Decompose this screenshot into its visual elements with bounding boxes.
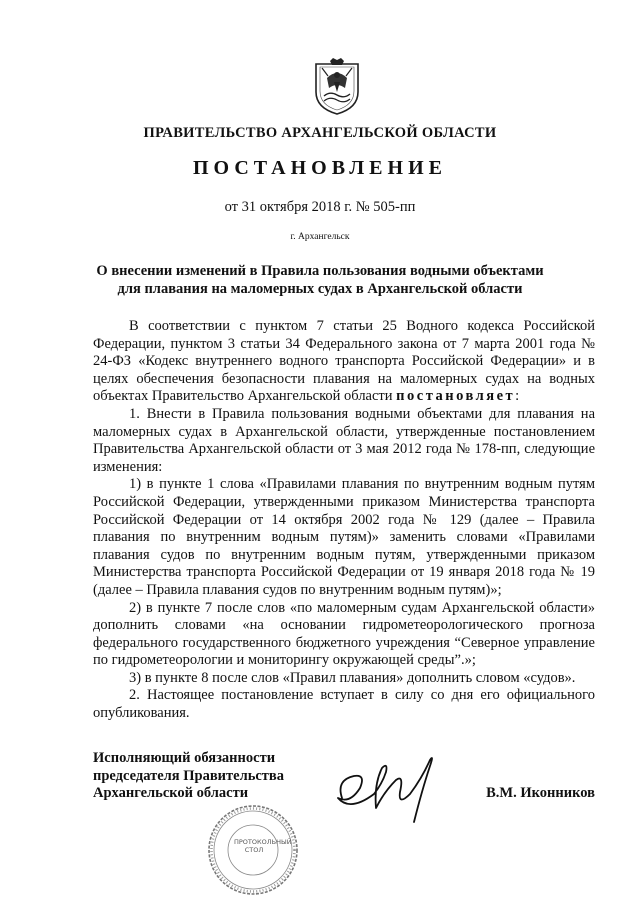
subject-line: для плавания на маломерных судах в Архангельской области	[117, 281, 523, 297]
body-paragraph: 2) в пункте 7 после слов «по маломерным судам Архангельской области» дополнить словами «на основании гидрометеорологического прогноза федерального государственного бюджетного учреждения “Северное управление по гидрометеорологии и мониторингу окружающей среды”.»;	[93, 599, 595, 669]
document-date-number: от 31 октября 2018 г. № 505-пп	[224, 199, 416, 215]
stamp-line: СТОЛ	[244, 846, 264, 854]
signatory-name: В.М. Иконников	[486, 785, 595, 801]
body-paragraph: 1. Внести в Правила пользования водными объектами для плавания на маломерных судах в Архангельской области, утвержденные постановлением Правительства Архангельской области от 3 мая 2012 года № 178-пп, следующие изменения:	[93, 405, 595, 475]
document-body	[93, 318, 595, 723]
body-paragraph	[93, 318, 595, 406]
subject-line: О внесении изменений в Правила пользования водными объектами	[96, 263, 544, 279]
preamble-end: :	[515, 388, 520, 405]
document-type-title: ПОСТАНОВЛЕНИЕ	[193, 157, 447, 179]
handwritten-signature	[330, 750, 470, 825]
document-city: г. Архангельск	[290, 232, 350, 242]
decree-keyword: постановляет	[396, 388, 516, 405]
signatory-position	[93, 750, 284, 803]
body-paragraph: 1) в пункте 1 слова «Правилами плавания по внутренним водным путям Российской Федерации, утвержденными приказом Министерства транспорта Российской Федерации от 14 октября 2002 года № 129 (далее – Правила плавания по внутренним водным путям)» заменить словами «Правилами плавания судов по внутренним водным путям, утвержденными приказом Министерства транспорта Российской Федерации от 19 января 2018 года № 19 (далее – Правила плавания судов по внутренним водным путям)»;	[93, 476, 595, 598]
coat-of-arms-emblem	[312, 58, 362, 116]
preamble-text: В соответствии с пунктом 7 статьи 25 Водного кодекса Российской Федерации, пунктом 3 статьи 34 Федерального закона от 7 марта 2001 года № 24-ФЗ «Кодекс внутреннего водного транспорта Российской Федерации» и в целях обеспечения безопасности плавания на маломерных судах на водных объектах Правительство Архангельской области	[93, 318, 595, 405]
stamp-line: ПРОТОКОЛЬНЫЙ	[234, 838, 292, 846]
position-line: Исполняющий обязанности	[93, 750, 276, 766]
body-paragraph: 2. Настоящее постановление вступает в силу со дня его официального опубликования.	[93, 687, 595, 722]
position-line: Архангельской области	[93, 785, 249, 802]
position-line: председателя Правительства	[93, 767, 285, 784]
document-subject	[90, 262, 550, 298]
stamp-text	[234, 838, 292, 854]
body-paragraph: 3) в пункте 8 после слов «Правил плавания» дополнить словом «судов».	[129, 669, 576, 686]
government-title: ПРАВИТЕЛЬСТВО АРХАНГЕЛЬСКОЙ ОБЛАСТИ	[143, 125, 497, 141]
